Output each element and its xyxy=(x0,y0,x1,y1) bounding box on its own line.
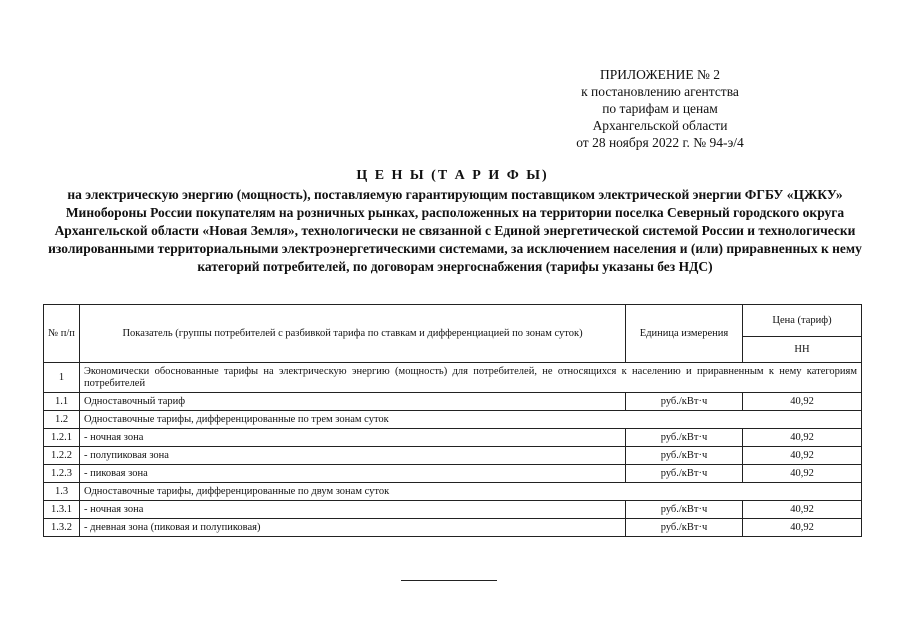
footer-divider xyxy=(401,580,497,581)
table-row xyxy=(44,465,862,483)
row-unit: руб./кВт·ч xyxy=(626,519,743,537)
row-text: - дневная зона (пиковая и полупиковая) xyxy=(80,519,626,537)
header-indicator: Показатель (группы потребителей с разбивкой тарифа по ставкам и дифференциацией по зонам суток) xyxy=(80,305,626,363)
table-row xyxy=(44,483,862,501)
row-text: Одноставочные тарифы, дифференцированные по двум зонам суток xyxy=(80,483,862,501)
row-num: 1.2.2 xyxy=(44,447,80,465)
appendix-line: по тарифам и ценам xyxy=(602,101,718,116)
appendix-line: Архангельской области xyxy=(592,118,728,133)
row-unit: руб./кВт·ч xyxy=(626,447,743,465)
table-body xyxy=(44,363,862,537)
row-num: 1.2.1 xyxy=(44,429,80,447)
row-value: 40,92 xyxy=(743,447,862,465)
row-unit: руб./кВт·ч xyxy=(626,429,743,447)
row-value: 40,92 xyxy=(743,393,862,411)
appendix-line: к постановлению агентства xyxy=(581,84,739,99)
row-text: - полупиковая зона xyxy=(80,447,626,465)
row-num: 1.2 xyxy=(44,411,80,429)
row-text: Одноставочный тариф xyxy=(80,393,626,411)
document-subtitle: на электрическую энергию (мощность), поставляемую гарантирующим поставщиком электрической энергии ФГБУ «ЦЖКУ» Минобороны России покупателям на розничных рынках, расположенных на территории поселка Северный городского округа Архангельской области «Новая Земля», технологически не связанной с Единой энергетической системой России и технологически изолированными территориальными электроэнергетическими системами, за исключением населения и (или) приравненных к нему категорий потребителей, по договорам энергоснабжения (тарифы указаны без НДС) xyxy=(48,187,862,274)
table-row xyxy=(44,447,862,465)
table-row xyxy=(44,363,862,393)
row-unit: руб./кВт·ч xyxy=(626,465,743,483)
row-num: 1.2.3 xyxy=(44,465,80,483)
row-num: 1.3 xyxy=(44,483,80,501)
row-value: 40,92 xyxy=(743,465,862,483)
row-num: 1.1 xyxy=(44,393,80,411)
header-num: № п/п xyxy=(44,305,80,363)
table-row xyxy=(44,519,862,537)
header-price-voltage: НН xyxy=(743,337,862,363)
row-value: 40,92 xyxy=(743,429,862,447)
appendix-line: от 28 ноября 2022 г. № 94-э/4 xyxy=(576,135,744,150)
table-row xyxy=(44,411,862,429)
header-unit: Единица измерения xyxy=(626,305,743,363)
row-unit: руб./кВт·ч xyxy=(626,393,743,411)
row-value: 40,92 xyxy=(743,501,862,519)
row-num: 1.3.1 xyxy=(44,501,80,519)
row-num: 1.3.2 xyxy=(44,519,80,537)
document-title: Ц Е Н Ы (Т А Р И Ф Ы) xyxy=(356,168,549,183)
appendix-line: ПРИЛОЖЕНИЕ № 2 xyxy=(599,67,721,82)
header-price: Цена (тариф) xyxy=(743,305,862,337)
table-row xyxy=(44,393,862,411)
row-text: Экономически обоснованные тарифы на электрическую энергию (мощность) для потребителей, не относящихся к населению и приравненным к нему категориям потребителей xyxy=(80,363,862,393)
row-num: 1 xyxy=(44,363,80,393)
row-text: - ночная зона xyxy=(80,501,626,519)
table-row xyxy=(44,429,862,447)
row-unit: руб./кВт·ч xyxy=(626,501,743,519)
row-text: Одноставочные тарифы, дифференцированные по трем зонам суток xyxy=(80,411,862,429)
table-row xyxy=(44,501,862,519)
tariff-table xyxy=(43,304,862,537)
row-text: - ночная зона xyxy=(80,429,626,447)
row-text: - пиковая зона xyxy=(80,465,626,483)
appendix-block xyxy=(540,66,780,151)
row-value: 40,92 xyxy=(743,519,862,537)
